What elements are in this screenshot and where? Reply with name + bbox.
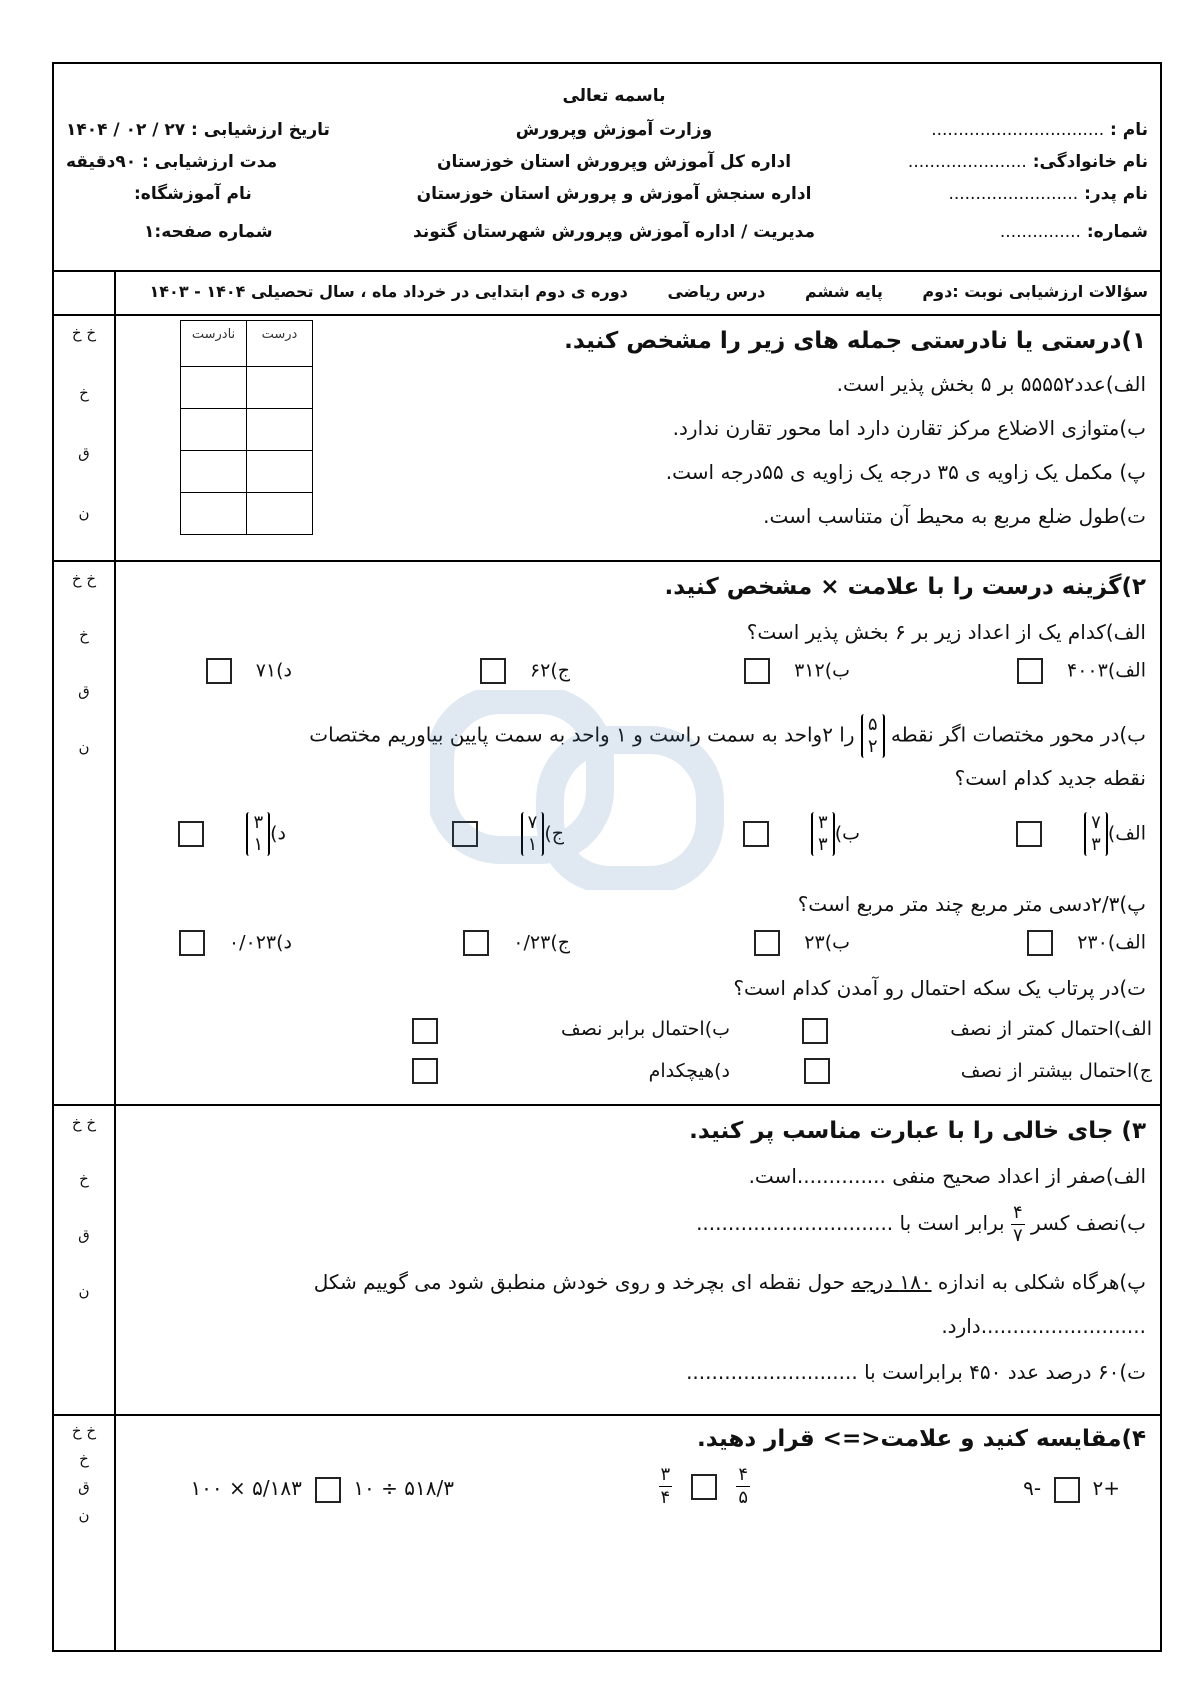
option-label: ج)۰/۲۳ xyxy=(513,931,570,954)
answer-checkbox[interactable] xyxy=(412,1058,438,1084)
vector-bottom: ۳ xyxy=(1091,834,1101,855)
q2a-option-1[interactable] xyxy=(1017,658,1146,684)
answer-checkbox[interactable] xyxy=(804,1058,830,1084)
exam-header xyxy=(54,64,1160,272)
score-mark: ن xyxy=(78,738,90,756)
number-label: شماره: xyxy=(1086,222,1148,242)
option-label: ب) xyxy=(834,822,860,845)
option-label: د)۷۱ xyxy=(255,659,292,682)
option-label: د)هیچکدام xyxy=(648,1060,730,1082)
answer-checkbox[interactable] xyxy=(178,821,204,847)
compare-left-value: +۲ xyxy=(1092,1476,1120,1500)
fraction-denominator: ۵ xyxy=(738,1487,748,1508)
q2b-option-2[interactable] xyxy=(743,812,860,856)
q2a-option-3[interactable] xyxy=(480,658,570,684)
answer-cell[interactable] xyxy=(181,493,247,535)
q2c-option-4[interactable] xyxy=(179,930,292,956)
q2b-text-part2: را ۲واحد به سمت راست و ۱ واحد به سمت پایین بیاوریم مختصات xyxy=(309,722,855,747)
number-blank: ............... xyxy=(999,222,1081,242)
score-mark: خ خ xyxy=(71,324,97,342)
name-label: نام : xyxy=(1110,120,1148,140)
compare-left-value: ۵۱۸/۳ ÷ ۱۰ xyxy=(353,1476,454,1500)
score-mark: ن xyxy=(78,504,90,522)
fraction-numerator: ۴ xyxy=(1012,1202,1023,1223)
q3b-text-part2: برابر است با ............................... xyxy=(696,1211,1005,1235)
compare-sign-box[interactable] xyxy=(315,1477,341,1503)
answer-checkbox[interactable] xyxy=(179,930,205,956)
option-label: ج)۶۲ xyxy=(529,659,570,682)
q2c-text: پ)۲/۳دسی متر مربع چند متر مربع است؟ xyxy=(797,892,1146,916)
district-office: مدیریت / اداره آموزش وپرورش شهرستان گتوند xyxy=(413,222,815,242)
option-label: ب)۲۳ xyxy=(804,931,850,954)
option-label: ب)احتمال برابر نصف xyxy=(561,1018,730,1040)
ministry-title: وزارت آموزش وپرورش xyxy=(515,120,713,140)
question-1-title: ۱)درستی یا نادرستی جمله های زیر را مشخص کنید. xyxy=(564,328,1146,354)
answer-cell[interactable] xyxy=(247,493,313,535)
q2d-text: ت)در پرتاب یک سکه احتمال رو آمدن کدام است؟ xyxy=(733,976,1146,1000)
q1-item-b: ب)متوازی الاضلاع مرکز تقارن دارد اما محور تقارن ندارد. xyxy=(672,416,1146,440)
q3c-text-line2: ..........................دارد. xyxy=(941,1314,1146,1338)
vector-top: ۷ xyxy=(1091,812,1101,833)
student-name-field[interactable] xyxy=(931,120,1148,140)
question-2-title: ۲)گزینه درست را با علامت × مشخص کنید. xyxy=(664,574,1146,600)
score-mark: ن xyxy=(78,1506,90,1524)
answer-cell[interactable] xyxy=(247,409,313,451)
compare-pair-3 xyxy=(190,1476,454,1503)
vector-top: ۷ xyxy=(527,812,538,833)
q2d-option-1[interactable] xyxy=(950,1018,1152,1040)
q2b-option-3[interactable] xyxy=(452,812,564,856)
vector-bottom: ۲ xyxy=(867,736,878,757)
q3b-text xyxy=(696,1202,1146,1247)
score-mark: خ xyxy=(79,384,89,402)
q2d-option-2[interactable] xyxy=(561,1018,730,1040)
family-name-field[interactable] xyxy=(908,152,1148,172)
vector-top: ۳ xyxy=(253,812,264,833)
q2b-text-line2: نقطه جدید کدام است؟ xyxy=(954,766,1146,790)
term-label: سؤالات ارزشیابی نوبت :دوم xyxy=(922,282,1148,301)
q2a-option-2[interactable] xyxy=(744,658,850,684)
answer-checkbox[interactable] xyxy=(802,1018,828,1044)
option-vector xyxy=(246,812,270,856)
q2d-option-4[interactable] xyxy=(649,1060,730,1082)
score-mark: ق xyxy=(78,444,90,462)
answer-checkbox[interactable] xyxy=(463,930,489,956)
q2a-text: الف)کدام یک از اعداد زیر بر ۶ بخش پذیر است؟ xyxy=(746,620,1146,644)
option-label: ب)۳۱۲ xyxy=(794,659,850,682)
answer-cell[interactable] xyxy=(247,451,313,493)
score-mark: خ xyxy=(79,626,89,644)
answer-checkbox[interactable] xyxy=(1027,930,1053,956)
score-column xyxy=(54,1106,116,1414)
q1-item-a: الف)عدد۵۵۵۵۲ بر ۵ بخش پذیر است. xyxy=(836,372,1146,396)
q3c-underlined: ۱۸۰ درجه xyxy=(851,1270,932,1294)
q2b-option-1[interactable] xyxy=(1016,812,1146,856)
compare-right-value: -۹ xyxy=(1023,1476,1042,1500)
compare-sign-box[interactable] xyxy=(691,1474,717,1500)
compare-sign-box[interactable] xyxy=(1054,1477,1080,1503)
q3a-text: الف)صفر از اعداد صحیح منفی ..............است. xyxy=(748,1164,1146,1188)
answer-checkbox[interactable] xyxy=(1017,658,1043,684)
score-column xyxy=(54,1416,116,1650)
q2b-text-part1: ب)در محور مختصات اگر نقطه xyxy=(890,722,1146,747)
option-vector xyxy=(1084,812,1108,856)
vector-bottom: ۱ xyxy=(527,834,538,855)
answer-checkbox[interactable] xyxy=(206,658,232,684)
answer-checkbox[interactable] xyxy=(743,821,769,847)
score-mark: ق xyxy=(78,682,90,700)
question-3-title: ۳) جای خالی را با عبارت مناسب پر کنید. xyxy=(689,1118,1146,1144)
score-mark: خ خ xyxy=(71,1114,97,1132)
compare-right-value: ۵/۱۸۳ × ۱۰۰ xyxy=(190,1476,302,1500)
subject-label: درس ریاضی xyxy=(667,282,766,301)
q2c-option-2[interactable] xyxy=(754,930,850,956)
answer-checkbox[interactable] xyxy=(480,658,506,684)
exam-sheet xyxy=(52,62,1162,1652)
q2a-option-4[interactable] xyxy=(206,658,292,684)
q2b-option-4[interactable] xyxy=(178,812,286,856)
father-label: نام پدر: xyxy=(1084,184,1148,204)
q3b-text-part1: ب)نصف کسر xyxy=(1031,1211,1146,1235)
exam-duration: مدت ارزشیابی : ۹۰دقیقه xyxy=(66,152,278,172)
compare-pair-1 xyxy=(1023,1476,1120,1503)
q1-item-c: پ) مکمل یک زاویه ی ۳۵ درجه یک زاویه ی ۵۵درجه است. xyxy=(665,460,1146,484)
false-column-header: نادرست xyxy=(181,321,247,367)
family-label: نام خانوادگی: xyxy=(1032,152,1148,172)
exam-info-text xyxy=(116,282,1148,301)
exam-date: تاریخ ارزشیابی : ۲۷ / ۰۲ / ۱۴۰۴ xyxy=(66,120,330,140)
bismillah: باسمه تعالی xyxy=(562,86,666,106)
vector-top: ۳ xyxy=(818,812,828,833)
score-column xyxy=(54,316,116,560)
option-label: الف) xyxy=(1107,822,1146,845)
fraction xyxy=(659,1464,673,1509)
true-false-table xyxy=(180,320,313,535)
score-mark: ق xyxy=(78,1478,90,1496)
option-vector xyxy=(811,812,835,856)
fraction-denominator: ۴ xyxy=(660,1487,671,1508)
score-mark: خ xyxy=(79,1450,89,1468)
answer-cell[interactable] xyxy=(181,409,247,451)
q2c-option-1[interactable] xyxy=(1027,930,1146,956)
exam-info-strip xyxy=(54,272,1160,316)
option-label: الف)۲۳۰ xyxy=(1077,931,1146,954)
question-4-section xyxy=(54,1416,1160,1650)
vector-top: ۵ xyxy=(867,714,878,735)
fraction-numerator: ۳ xyxy=(660,1464,671,1485)
score-mark: خ xyxy=(79,1170,89,1188)
grade-label: پایه ششم xyxy=(804,282,883,301)
family-blank: ...................... xyxy=(907,152,1027,172)
answer-checkbox[interactable] xyxy=(744,658,770,684)
answer-checkbox[interactable] xyxy=(412,1018,438,1044)
fraction-numerator: ۴ xyxy=(738,1464,748,1485)
q1-item-d: ت)طول ضلع مربع به محیط آن متناسب است. xyxy=(763,504,1146,528)
q2b-text xyxy=(68,714,1146,758)
option-label: الف)احتمال کمتر از نصف xyxy=(950,1018,1152,1040)
student-number-field[interactable] xyxy=(1000,222,1148,242)
point-vector xyxy=(861,714,885,758)
q3c-text-part2: حول نقطه ای بچرخد و روی خودش منطبق شود می گوییم شکل xyxy=(313,1270,845,1294)
assessment-office: اداره سنجش آموزش و پرورش استان خوزستان xyxy=(416,184,812,204)
q2d-option-3[interactable] xyxy=(961,1060,1152,1082)
province-office: اداره کل آموزش وپرورش استان خوزستان xyxy=(436,152,792,172)
question-1-section xyxy=(54,316,1160,562)
question-2-section xyxy=(54,562,1160,1106)
period-label: دوره ی دوم ابتدایی در خرداد ماه ، سال تحصیلی ۱۴۰۴ - ۱۴۰۳ xyxy=(149,282,628,301)
q2c-option-3[interactable] xyxy=(463,930,570,956)
score-mark: ق xyxy=(78,1226,90,1244)
vector-bottom: ۳ xyxy=(818,834,828,855)
answer-checkbox[interactable] xyxy=(452,821,478,847)
fraction xyxy=(736,1464,750,1509)
answer-cell[interactable] xyxy=(181,367,247,409)
q3c-text-part1: پ)هرگاه شکلی به اندازه xyxy=(937,1270,1146,1294)
option-label: د)۰/۰۲۳ xyxy=(228,931,292,954)
option-label: ج) xyxy=(544,822,564,845)
page-number: شماره صفحه:۱ xyxy=(144,222,273,242)
true-column-header: درست xyxy=(247,321,313,367)
answer-cell[interactable] xyxy=(247,367,313,409)
question-3-section xyxy=(54,1106,1160,1416)
score-mark: ن xyxy=(78,1282,90,1300)
fraction xyxy=(1011,1202,1025,1247)
father-name-field[interactable] xyxy=(948,184,1148,204)
score-mark: خ خ xyxy=(71,1422,97,1440)
option-vector xyxy=(521,812,545,856)
fraction-denominator: ۷ xyxy=(1012,1225,1023,1246)
answer-checkbox[interactable] xyxy=(754,930,780,956)
score-column xyxy=(54,562,116,1104)
option-label: الف)۴۰۰۳ xyxy=(1067,659,1146,682)
score-header-cell xyxy=(54,272,116,314)
option-label: ج)احتمال بیشتر از نصف xyxy=(960,1060,1152,1082)
option-label: د) xyxy=(270,822,286,845)
compare-pair-2 xyxy=(659,1464,751,1509)
name-blank: ................................ xyxy=(931,120,1105,140)
school-name-label: نام آموزشگاه: xyxy=(134,184,252,204)
score-mark: خ خ xyxy=(71,570,97,588)
answer-checkbox[interactable] xyxy=(1016,821,1042,847)
q3c-text xyxy=(314,1270,1146,1294)
answer-cell[interactable] xyxy=(181,451,247,493)
vector-bottom: ۱ xyxy=(253,834,264,855)
q3d-text: ت)۶۰ درصد عدد ۴۵۰ برابراست با ........................... xyxy=(686,1360,1146,1384)
question-4-title: ۴)مقایسه کنید و علامت<=> قرار دهید. xyxy=(697,1426,1146,1452)
father-blank: ........................ xyxy=(948,184,1079,204)
